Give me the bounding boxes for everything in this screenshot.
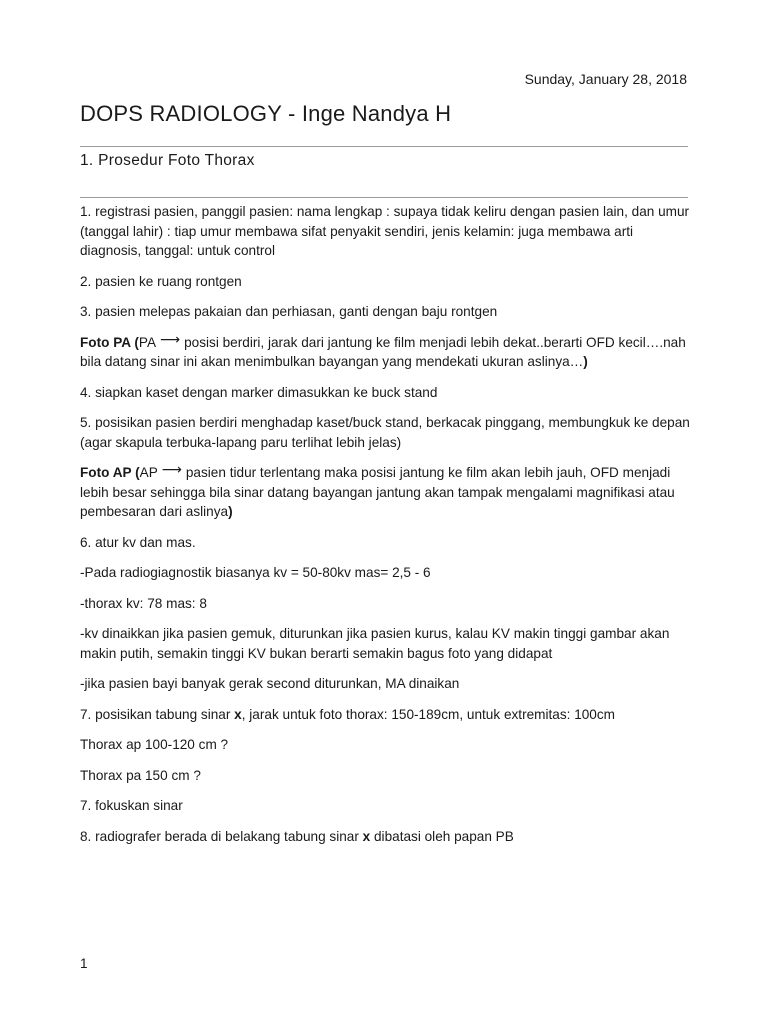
paragraph-step-4: 4. siapkan kaset dengan marker dimasukkan ke buck stand — [80, 384, 438, 400]
paragraph-step-7c: 7. fokuskan sinar — [80, 798, 183, 813]
paragraph-step-3: 3. pasien melepas pakaian dan perhiasan, ganti dengan baju rontgen — [80, 304, 498, 319]
document-date: Sunday, January 28, 2018 — [524, 71, 687, 87]
step-7-text-post: , jarak untuk foto thorax: 150-189cm, untuk extremitas: 100cm — [241, 706, 615, 722]
divider-bottom — [80, 197, 688, 198]
paragraph-step-1: 1. registrasi pasien, panggil pasien: nama lengkap : supaya tidak keliru dengan pasien lain, dan umur (tanggal lahir) : tiap umur membawa sifat penyakit sendiri, jenis kelamin: juga membawa arti diagnosis, tanggal: untuk control — [80, 204, 690, 258]
step-8-text-post: dibatasi oleh papan PB — [370, 828, 514, 844]
paragraph-step-2: 2. pasien ke ruang rontgen — [80, 273, 242, 289]
step-8-x: x — [362, 828, 371, 844]
paragraph-foto-pa — [80, 330, 692, 372]
document-body — [80, 202, 692, 857]
paragraph-step-6a: -Pada radiogiagnostik biasanya kv = 50-80kv mas= 2,5 - 6 — [80, 565, 431, 580]
foto-ap-label: Foto AP ( — [80, 465, 140, 480]
divider-top — [80, 146, 688, 147]
foto-pa-abbr: PA — [138, 334, 157, 350]
paragraph-step-8 — [80, 827, 692, 847]
paragraph-step-6b: -thorax kv: 78 mas: 8 — [80, 595, 207, 611]
foto-pa-text: posisi berdiri, jarak dari jantung ke film menjadi lebih dekat..berarti OFD kecil….nah bila datang sinar ini akan menimbulkan bayangan yang mendekati ukuran aslinya… — [80, 334, 686, 369]
foto-ap-abbr: AP — [139, 465, 158, 480]
section-heading: 1. Prosedur Foto Thorax — [80, 152, 255, 169]
paragraph-step-7b: Thorax pa 150 cm ? — [80, 767, 201, 783]
paragraph-step-7a: Thorax ap 100-120 cm ? — [80, 737, 229, 752]
paragraph-step-5: 5. posisikan pasien berdiri menghadap kaset/buck stand, berkacak pinggang, membungkuk ke depan (agar skapula terbuka-lapang paru terlihat lebih jelas) — [80, 415, 690, 450]
page-number: 1 — [80, 956, 88, 971]
right-arrow-icon: ⟶ — [160, 330, 181, 347]
paragraph-step-7 — [80, 705, 692, 725]
foto-ap-close: ) — [228, 504, 233, 519]
foto-pa-close: ) — [583, 354, 588, 369]
paragraph-foto-ap — [80, 463, 692, 522]
paragraph-step-6d: -jika pasien bayi banyak gerak second diturunkan, MA dinaikan — [80, 676, 460, 691]
right-arrow-icon: ⟶ — [161, 461, 182, 477]
step-7-text-pre: 7. posisikan tabung sinar — [80, 706, 235, 722]
paragraph-step-6: 6. atur kv dan mas. — [80, 534, 196, 550]
step-8-text-pre: 8. radiografer berada di belakang tabung sinar — [80, 828, 363, 844]
paragraph-step-6c: -kv dinaikkan jika pasien gemuk, diturunkan jika pasien kurus, kalau KV makin tinggi gambar akan makin putih, semakin tinggi KV bukan berarti semakin bagus foto yang didapat — [80, 626, 670, 661]
foto-ap-text: pasien tidur terlentang maka posisi jantung ke film akan lebih jauh, OFD menjadi lebih besar sehingga bila sinar datang bayangan jantung akan tampak mengalami magnifikasi atau pembesaran dari aslinya — [80, 465, 675, 519]
foto-pa-label: Foto PA ( — [80, 334, 139, 350]
document-title: DOPS RADIOLOGY - Inge Nandya H — [80, 101, 452, 126]
step-7-x: x — [234, 706, 242, 722]
